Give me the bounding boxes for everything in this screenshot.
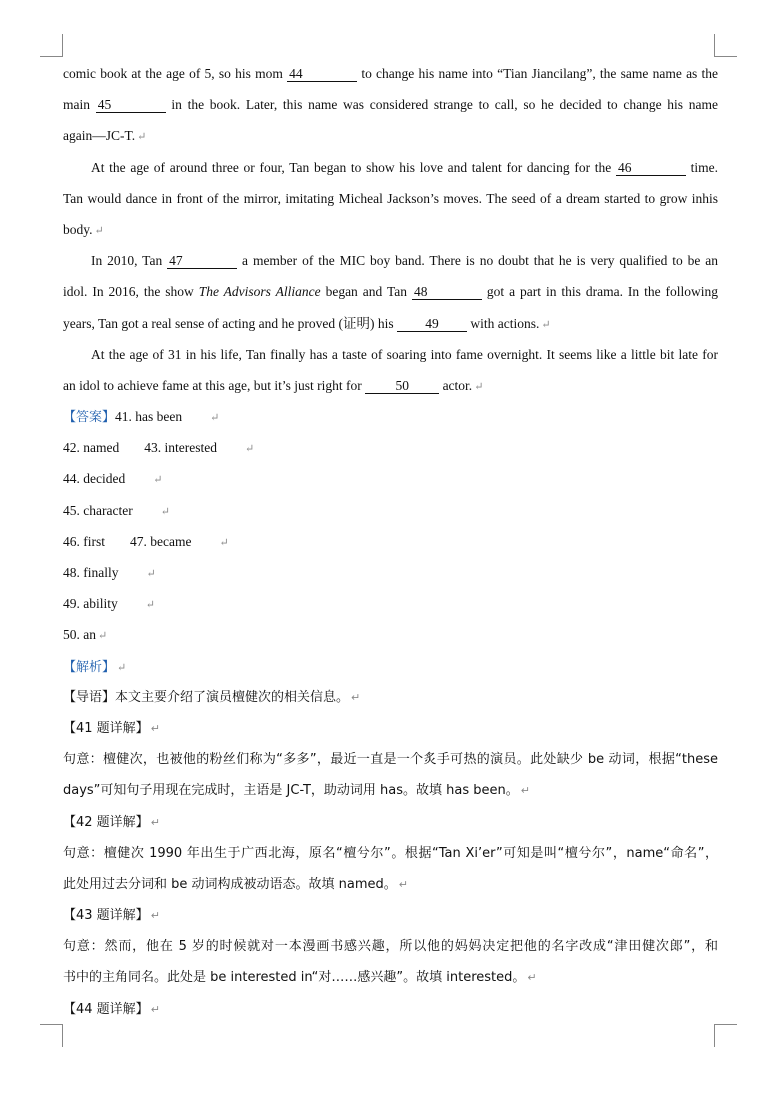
paragraph-mark-icon: ↵: [150, 815, 160, 829]
heading-text: 【44 题详解】: [63, 1001, 149, 1017]
answer-42: 42. named: [63, 440, 120, 456]
text: with actions.: [470, 315, 540, 331]
guide-line: [63, 682, 718, 713]
guide-text: 【导语】本文主要介绍了演员檀健次的相关信息。: [63, 689, 350, 705]
answer-49: 49. ability: [63, 596, 118, 612]
paragraph-mark-icon: ↵: [150, 909, 160, 923]
text: got a part in this drama. In the following: [486, 284, 719, 300]
paragraph-mark-icon: ↵: [520, 784, 530, 798]
blank-46: 46: [616, 160, 686, 176]
text: In 2010, Tan: [91, 253, 163, 269]
heading-text: 【41 题详解】: [63, 720, 149, 736]
answer-line-42-43: [63, 432, 718, 463]
text: At the age of around three or four, Tan began to show his love and talent for dancing for the: [91, 159, 612, 175]
crop-mark-top-left: [40, 34, 63, 57]
text: days”可知句子用现在完成时，主语是 JC-T，助动词用 has。故填 has been。: [63, 783, 519, 799]
heading-text: 【43 题详解】: [63, 908, 149, 924]
text: years, Tan got a real sense of acting and he proved (证明) his: [63, 315, 394, 331]
paragraph-mark-icon: ↵: [541, 318, 551, 331]
text: 书中的主角同名。此处是 be interested in“对……感兴趣”。故填 interested。: [63, 970, 526, 986]
paragraph-mark-icon: ↵: [150, 721, 160, 735]
paragraph-mark-icon: ↵: [98, 630, 108, 643]
answer-line-44: [63, 463, 718, 494]
blank-48: 48: [412, 284, 482, 300]
analysis-heading: [63, 651, 718, 682]
paragraph-mark-icon: ↵: [160, 505, 170, 518]
blank-49: 49: [397, 316, 467, 332]
answer-44: 44. decided: [63, 471, 126, 487]
text: again—JC-T.: [63, 128, 136, 144]
text: in the book. Later, this name was considered strange to call, so he decided to change his name: [171, 97, 718, 113]
text: an idol to achieve fame at this age, but it’s just right for: [63, 377, 362, 393]
q42-line-2: [63, 869, 718, 900]
p3-line-3: [63, 308, 718, 339]
text: comic book at the age of 5, so his mom: [63, 66, 283, 81]
q42-line-1: [63, 838, 718, 869]
text: 句意：然而，他在 5 岁的时候就对一本漫画书感兴趣，所以他的妈妈决定把他的名字改成“津田健次郎”，和: [63, 939, 718, 955]
paragraph-mark-icon: ↵: [210, 412, 220, 425]
p2-line-1: [63, 152, 718, 183]
p2-line-3: [63, 214, 718, 245]
paragraph-mark-icon: ↵: [219, 536, 229, 549]
answer-label: 【答案】: [63, 410, 116, 426]
answer-43: 43. interested: [144, 440, 217, 456]
paragraph-mark-icon: ↵: [474, 380, 484, 393]
answer-41: 41. has been: [115, 409, 183, 425]
text: body.: [63, 221, 93, 237]
text: 句意：檀健次，也被他的粉丝们称为“多多”，最近一直是一个炙手可热的演员。此处缺少 be 动词，根据“these: [63, 752, 718, 768]
blank-45: 45: [96, 97, 166, 113]
text: 此处用过去分词和 be 动词构成被动语态。故填 named。: [63, 876, 397, 892]
answer-47: 47. became: [130, 533, 192, 549]
text: 句意：檀健次 1990 年出生于广西北海，原名“檀兮尔”。根据“Tan Xi’er”可知是叫“檀兮尔”，name“命名”，: [63, 845, 718, 861]
text: actor.: [442, 377, 473, 393]
paragraph-mark-icon: ↵: [153, 474, 163, 487]
heading-text: 【42 题详解】: [63, 814, 149, 830]
heading-44: [63, 994, 718, 1025]
paragraph-mark-icon: ↵: [150, 1002, 160, 1016]
q43-line-1: [63, 931, 718, 962]
paragraph-mark-icon: ↵: [244, 443, 255, 456]
p3-line-2: [63, 276, 718, 307]
analysis-label: 【解析】: [63, 659, 116, 675]
q41-line-1: [63, 744, 718, 775]
heading-43: [63, 900, 718, 931]
text: began and Tan: [325, 284, 407, 300]
p3-line-1: [63, 245, 718, 276]
text: idol. In 2016, the show: [63, 284, 194, 300]
paragraph-mark-icon: ↵: [137, 131, 147, 144]
answer-line-50: [63, 619, 718, 650]
paragraph-mark-icon: ↵: [351, 690, 361, 704]
blank-50: 50: [365, 378, 439, 394]
blank-47: 47: [167, 253, 237, 269]
p1-line-2: [63, 89, 718, 120]
answer-46: 46. first: [63, 533, 105, 549]
paragraph-mark-icon: ↵: [527, 971, 537, 985]
paragraph-mark-icon: ↵: [398, 877, 408, 891]
show-title: The Advisors Alliance: [198, 284, 321, 300]
answer-50: 50. an: [63, 627, 96, 643]
answer-line-48: [63, 557, 718, 588]
text: main: [63, 97, 90, 113]
text: Tan would dance in front of the mirror, imitating Micheal Jackson’s moves. The seed of a dream started to grow inhis: [63, 190, 718, 206]
text: At the age of 31 in his life, Tan finally has a taste of soaring into fame overnight. It seems like a little bit late for: [91, 346, 718, 362]
paragraph-mark-icon: ↵: [145, 599, 155, 612]
p1-line-3: [63, 120, 718, 151]
p4-line-1: [63, 339, 718, 370]
answer-line-45: [63, 495, 718, 526]
p1-line-1: [63, 58, 718, 89]
crop-mark-bottom-right: [714, 1024, 737, 1047]
text: time.: [690, 159, 718, 175]
answer-line-41: [63, 401, 718, 432]
q41-line-2: [63, 775, 718, 806]
paragraph-mark-icon: ↵: [146, 568, 156, 580]
blank-44: 44: [287, 66, 357, 82]
answer-48: 48. finally: [63, 565, 119, 580]
crop-mark-top-right: [714, 34, 737, 57]
p2-line-2: [63, 183, 718, 214]
p4-line-2: [63, 370, 718, 401]
heading-41: [63, 713, 718, 744]
paragraph-mark-icon: ↵: [94, 224, 104, 237]
answer-line-46-47: [63, 526, 718, 557]
answer-line-49: [63, 588, 718, 619]
document-body: [63, 58, 718, 1025]
text: to change his name into “Tian Jiancilang”, the same name as the: [361, 66, 719, 81]
paragraph-mark-icon: ↵: [117, 661, 127, 674]
q43-line-2: [63, 962, 718, 993]
text: a member of the MIC boy band. There is no doubt that he is very qualified to be an: [242, 253, 719, 269]
crop-mark-bottom-left: [40, 1024, 63, 1047]
answer-45: 45. character: [63, 502, 133, 518]
heading-42: [63, 807, 718, 838]
